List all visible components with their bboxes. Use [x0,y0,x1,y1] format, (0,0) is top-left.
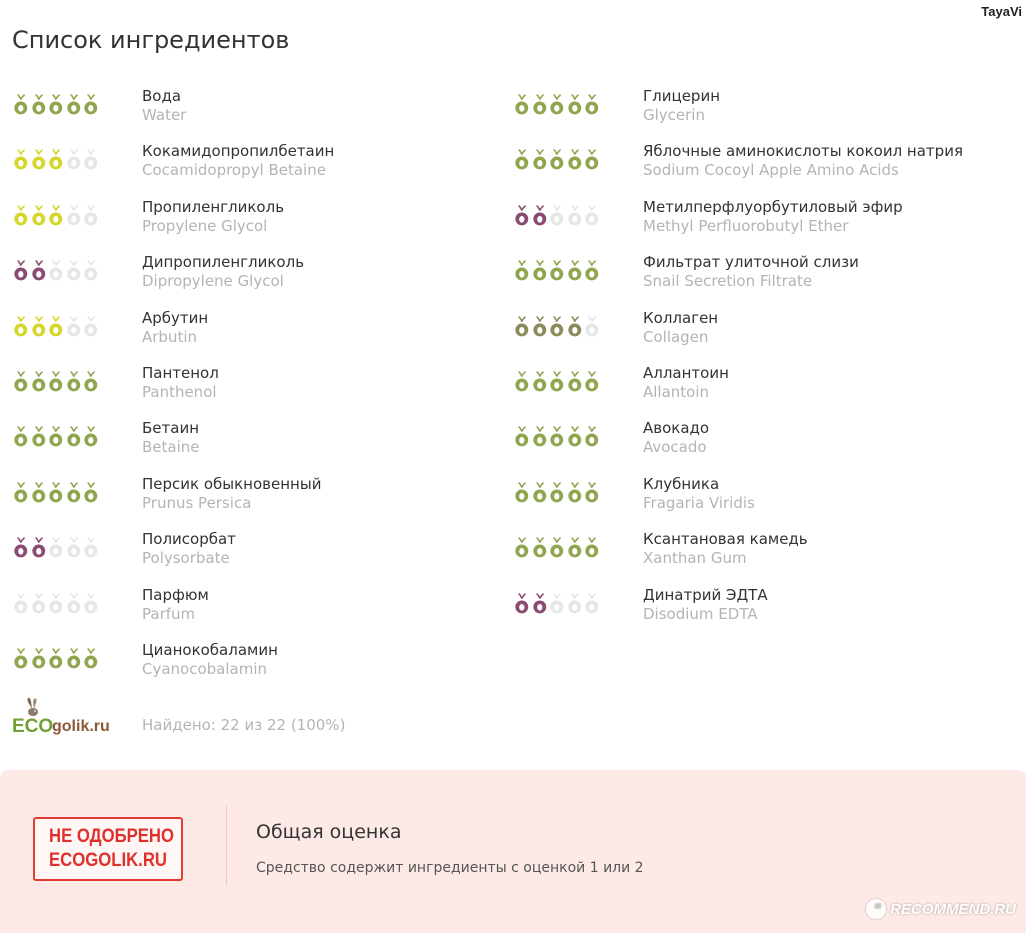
stamp-line-1: НЕ ОДОБРЕНО [49,826,174,847]
ingredient-name-ru[interactable]: Клубника [643,474,720,493]
rating-drop-icon [12,426,30,448]
rating-drop-icon [513,426,531,448]
found-count: Найдено: 22 из 22 (100%) [142,716,346,734]
rating-drop-icon [47,537,65,559]
ecogolik-logo[interactable] [12,696,124,740]
ingredient-name-en: Snail Secretion Filtrate [643,272,813,291]
ingredient-row[interactable] [12,141,512,196]
rating-drop-icon [82,260,100,282]
rating-drop-icon [548,94,566,116]
ingredient-names [643,308,718,347]
rating-drop-icon [583,260,601,282]
ingredient-names [142,197,284,236]
ingredient-rating [12,426,100,448]
verdict-divider [226,806,227,886]
rating-drop-icon [566,205,584,227]
watermark-text: RECOMMEND.RU [890,900,1016,918]
ingredient-rating [513,371,601,393]
ingredient-rating [12,149,100,171]
rating-drop-icon [548,260,566,282]
rating-drop-icon [531,316,549,338]
rating-drop-icon [513,316,531,338]
rating-drop-icon [548,482,566,504]
ingredient-rating [12,316,100,338]
rating-drop-icon [513,260,531,282]
rating-drop-icon [12,205,30,227]
rating-drop-icon [548,426,566,448]
ingredient-name-ru[interactable]: Коллаген [643,308,719,327]
ingredient-names [142,308,208,347]
ingredient-name-ru[interactable]: Персик обыкновенный [142,474,322,493]
ingredient-name-en: Panthenol [142,382,217,401]
rating-drop-icon [513,593,531,615]
ingredient-row[interactable] [12,308,512,363]
ingredient-row[interactable] [12,418,512,473]
rating-drop-icon [65,316,83,338]
rating-drop-icon [30,537,48,559]
ingredient-names [643,197,903,236]
ingredient-row[interactable] [513,474,1013,529]
ingredient-name-ru[interactable]: Яблочные аминокислоты кокоил натрия [643,142,963,161]
ingredient-name-ru[interactable]: Пропиленгликоль [142,197,285,216]
rating-drop-icon [65,482,83,504]
ingredient-rating [12,371,100,393]
ingredient-row[interactable] [513,418,1013,473]
rating-drop-icon [531,426,549,448]
ingredient-names [643,529,808,568]
rating-drop-icon [548,149,566,171]
ingredient-name-ru[interactable]: Арбутин [142,308,209,327]
rating-drop-icon [531,482,549,504]
ingredient-name-en: Arbutin [142,327,198,346]
rating-drop-icon [531,94,549,116]
ingredient-row[interactable] [12,529,512,584]
rating-drop-icon [566,149,584,171]
rating-drop-icon [65,593,83,615]
rating-drop-icon [513,371,531,393]
rating-drop-icon [513,205,531,227]
rating-drop-icon [47,260,65,282]
rating-drop-icon [583,371,601,393]
ingredient-rating [12,205,100,227]
ingredient-names [142,529,236,568]
ingredient-name-en: Polysorbate [142,549,230,568]
results-footer [12,696,492,742]
rating-drop-icon [583,482,601,504]
ingredient-name-en: Fragaria Viridis [643,493,755,512]
rating-drop-icon [30,426,48,448]
logo-eco-text: ECO [12,716,54,737]
rating-drop-icon [30,371,48,393]
rating-drop-icon [583,426,601,448]
ingredient-rating [12,537,100,559]
rating-drop-icon [566,94,584,116]
ingredient-rating [513,426,601,448]
rating-drop-icon [566,482,584,504]
ingredient-rating [513,482,601,504]
rating-drop-icon [583,593,601,615]
ingredient-row[interactable] [513,197,1013,252]
ingredient-name-en: Glycerin [643,106,705,124]
not-approved-stamp [33,817,183,881]
rating-drop-icon [531,205,549,227]
ingredient-names [643,252,859,291]
ingredient-name-en: Allantoin [643,382,710,401]
ingredient-names [643,86,720,125]
rating-drop-icon [548,371,566,393]
ingredient-name-en: Methyl Perfluorobutyl Ether [643,216,849,235]
ingredient-name-ru[interactable]: Дипропиленгликоль [142,253,305,272]
rating-drop-icon [12,537,30,559]
ingredient-row[interactable] [513,363,1013,418]
logo-rest-text: golik.ru [52,718,110,735]
rating-drop-icon [65,648,83,670]
rating-drop-icon [531,260,549,282]
rating-drop-icon [82,94,100,116]
rating-drop-icon [82,205,100,227]
ingredient-names [142,418,200,457]
rating-drop-icon [47,593,65,615]
rating-drop-icon [47,371,65,393]
rating-drop-icon [82,482,100,504]
ingredient-row[interactable] [513,585,1013,640]
rating-drop-icon [82,648,100,670]
ingredient-rating [12,648,100,670]
ingredient-name-en: Sodium Cocoyl Apple Amino Acids [643,161,899,180]
rating-drop-icon [65,260,83,282]
ingredient-names [142,141,334,180]
rating-drop-icon [47,149,65,171]
rating-drop-icon [30,260,48,282]
rating-drop-icon [47,316,65,338]
ingredient-name-en: Propylene Glycol [142,216,268,235]
ingredient-names [142,86,186,125]
ingredient-rating [12,260,100,282]
ingredient-row[interactable] [12,252,512,307]
ingredient-row[interactable] [513,141,1013,196]
rating-drop-icon [566,426,584,448]
ingredient-rating [12,94,100,116]
verdict-text: Средство содержит ингредиенты с оценкой 1 или 2 [256,860,644,876]
rating-drop-icon [82,149,100,171]
rating-drop-icon [82,537,100,559]
rating-drop-icon [30,316,48,338]
ingredient-rating [513,149,601,171]
recommend-watermark [866,897,1016,921]
ingredient-names [643,418,709,457]
ingredient-name-en: Disodium EDTA [643,604,758,623]
ingredient-rating [513,94,601,116]
ingredient-names [142,474,321,513]
rating-drop-icon [47,482,65,504]
rating-drop-icon [82,426,100,448]
ingredient-rating [12,482,100,504]
ingredient-name-ru[interactable]: Пантенол [142,363,219,382]
ingredient-rating [12,593,100,615]
username[interactable]: TayaVi [981,4,1022,19]
rating-drop-icon [548,537,566,559]
rating-drop-icon [583,94,601,116]
ingredient-name-en: Avocado [643,438,707,457]
rating-drop-icon [513,94,531,116]
rating-drop-icon [12,260,30,282]
rating-drop-icon [548,205,566,227]
rating-drop-icon [82,593,100,615]
ingredient-name-ru[interactable]: Цианокобаламин [142,640,278,659]
ingredient-names [142,585,209,624]
ingredient-name-en: Cyanocobalamin [142,659,268,678]
ingredient-name-en: Water [142,106,187,124]
ingredient-list-right [513,86,1013,640]
ingredient-row[interactable] [12,197,512,252]
ingredient-names [643,141,963,180]
rating-drop-icon [47,648,65,670]
rating-drop-icon [12,482,30,504]
ingredient-name-en: Parfum [142,604,196,623]
verdict-title: Общая оценка [256,821,402,843]
ingredient-name-en: Collagen [643,327,709,346]
rating-drop-icon [30,94,48,116]
rating-drop-icon [47,94,65,116]
ingredient-name-en: Xanthan Gum [643,549,747,568]
rating-drop-icon [30,205,48,227]
rating-drop-icon [65,94,83,116]
rating-drop-icon [583,537,601,559]
rating-drop-icon [65,426,83,448]
ingredient-name-en: Betaine [142,438,200,457]
rating-drop-icon [583,205,601,227]
ingredient-row[interactable] [513,529,1013,584]
ingredient-names [142,363,219,402]
ingredient-names [643,585,768,624]
rating-drop-icon [65,205,83,227]
rating-drop-icon [65,537,83,559]
ingredient-name-ru[interactable]: Ксантановая камедь [643,530,808,549]
ingredient-rating [513,260,601,282]
rating-drop-icon [65,149,83,171]
ingredient-name-ru[interactable]: Аллантоин [643,363,729,382]
rating-drop-icon [30,648,48,670]
ingredient-name-ru[interactable]: Кокамидопропилбетаин [142,142,335,161]
rating-drop-icon [566,371,584,393]
ingredient-name-ru[interactable]: Фильтрат улиточной слизи [643,253,859,272]
rating-drop-icon [566,260,584,282]
rating-drop-icon [12,316,30,338]
ingredient-row[interactable] [12,474,512,529]
ingredient-name-en: Dipropylene Glycol [142,272,284,291]
ingredient-rating [513,205,601,227]
ingredient-row[interactable] [513,86,1013,141]
ingredient-name-ru[interactable]: Парфюм [142,585,209,604]
ingredient-row[interactable] [12,640,512,695]
ingredient-rating [513,537,601,559]
ingredient-list-left [12,86,512,695]
rating-drop-icon [47,426,65,448]
rating-drop-icon [65,371,83,393]
ingredient-rating [513,316,601,338]
ingredient-name-ru[interactable]: Глицерин [643,87,720,105]
rating-drop-icon [12,371,30,393]
ingredient-name-en: Prunus Persica [142,493,252,512]
ingredient-name-ru[interactable]: Бетаин [142,419,200,438]
page-title: Список ингредиентов [12,26,290,54]
ingredient-names [643,474,755,513]
ingredient-names [142,640,278,679]
rating-drop-icon [30,482,48,504]
rating-drop-icon [30,593,48,615]
stamp-line-2: ECOGOLIK.RU [49,850,167,871]
rating-drop-icon [12,593,30,615]
rating-drop-icon [531,537,549,559]
ingredient-name-ru[interactable]: Авокадо [643,419,710,438]
ingredient-row[interactable] [12,86,512,141]
ingredient-row[interactable] [12,363,512,418]
rating-drop-icon [583,316,601,338]
rating-drop-icon [548,316,566,338]
rating-drop-icon [82,316,100,338]
overall-verdict-panel [0,770,1026,933]
ingredient-row[interactable] [513,252,1013,307]
ingredient-name-ru[interactable]: Вода [142,87,182,105]
rating-drop-icon [583,149,601,171]
ingredient-names [643,363,729,402]
rating-drop-icon [566,316,584,338]
ingredient-names [142,252,304,291]
review-quote-icon: ❝ [866,899,886,919]
rating-drop-icon [30,149,48,171]
rating-drop-icon [47,205,65,227]
rating-drop-icon [566,593,584,615]
ingredient-rating [513,593,601,615]
ingredient-name-ru[interactable]: Полисорбат [142,530,236,549]
rating-drop-icon [12,149,30,171]
rating-drop-icon [531,593,549,615]
rating-drop-icon [12,94,30,116]
rating-drop-icon [531,149,549,171]
ingredient-name-ru[interactable]: Метилперфлуорбутиловый эфир [643,197,903,216]
rating-drop-icon [12,648,30,670]
rating-drop-icon [513,149,531,171]
ingredient-row[interactable] [12,585,512,640]
rating-drop-icon [548,593,566,615]
rating-drop-icon [566,537,584,559]
ingredient-name-ru[interactable]: Динатрий ЭДТА [643,585,768,604]
rating-drop-icon [531,371,549,393]
rating-drop-icon [513,482,531,504]
ingredient-name-en: Cocamidopropyl Betaine [142,161,326,180]
rating-drop-icon [513,537,531,559]
ingredient-row[interactable] [513,308,1013,363]
rating-drop-icon [82,371,100,393]
